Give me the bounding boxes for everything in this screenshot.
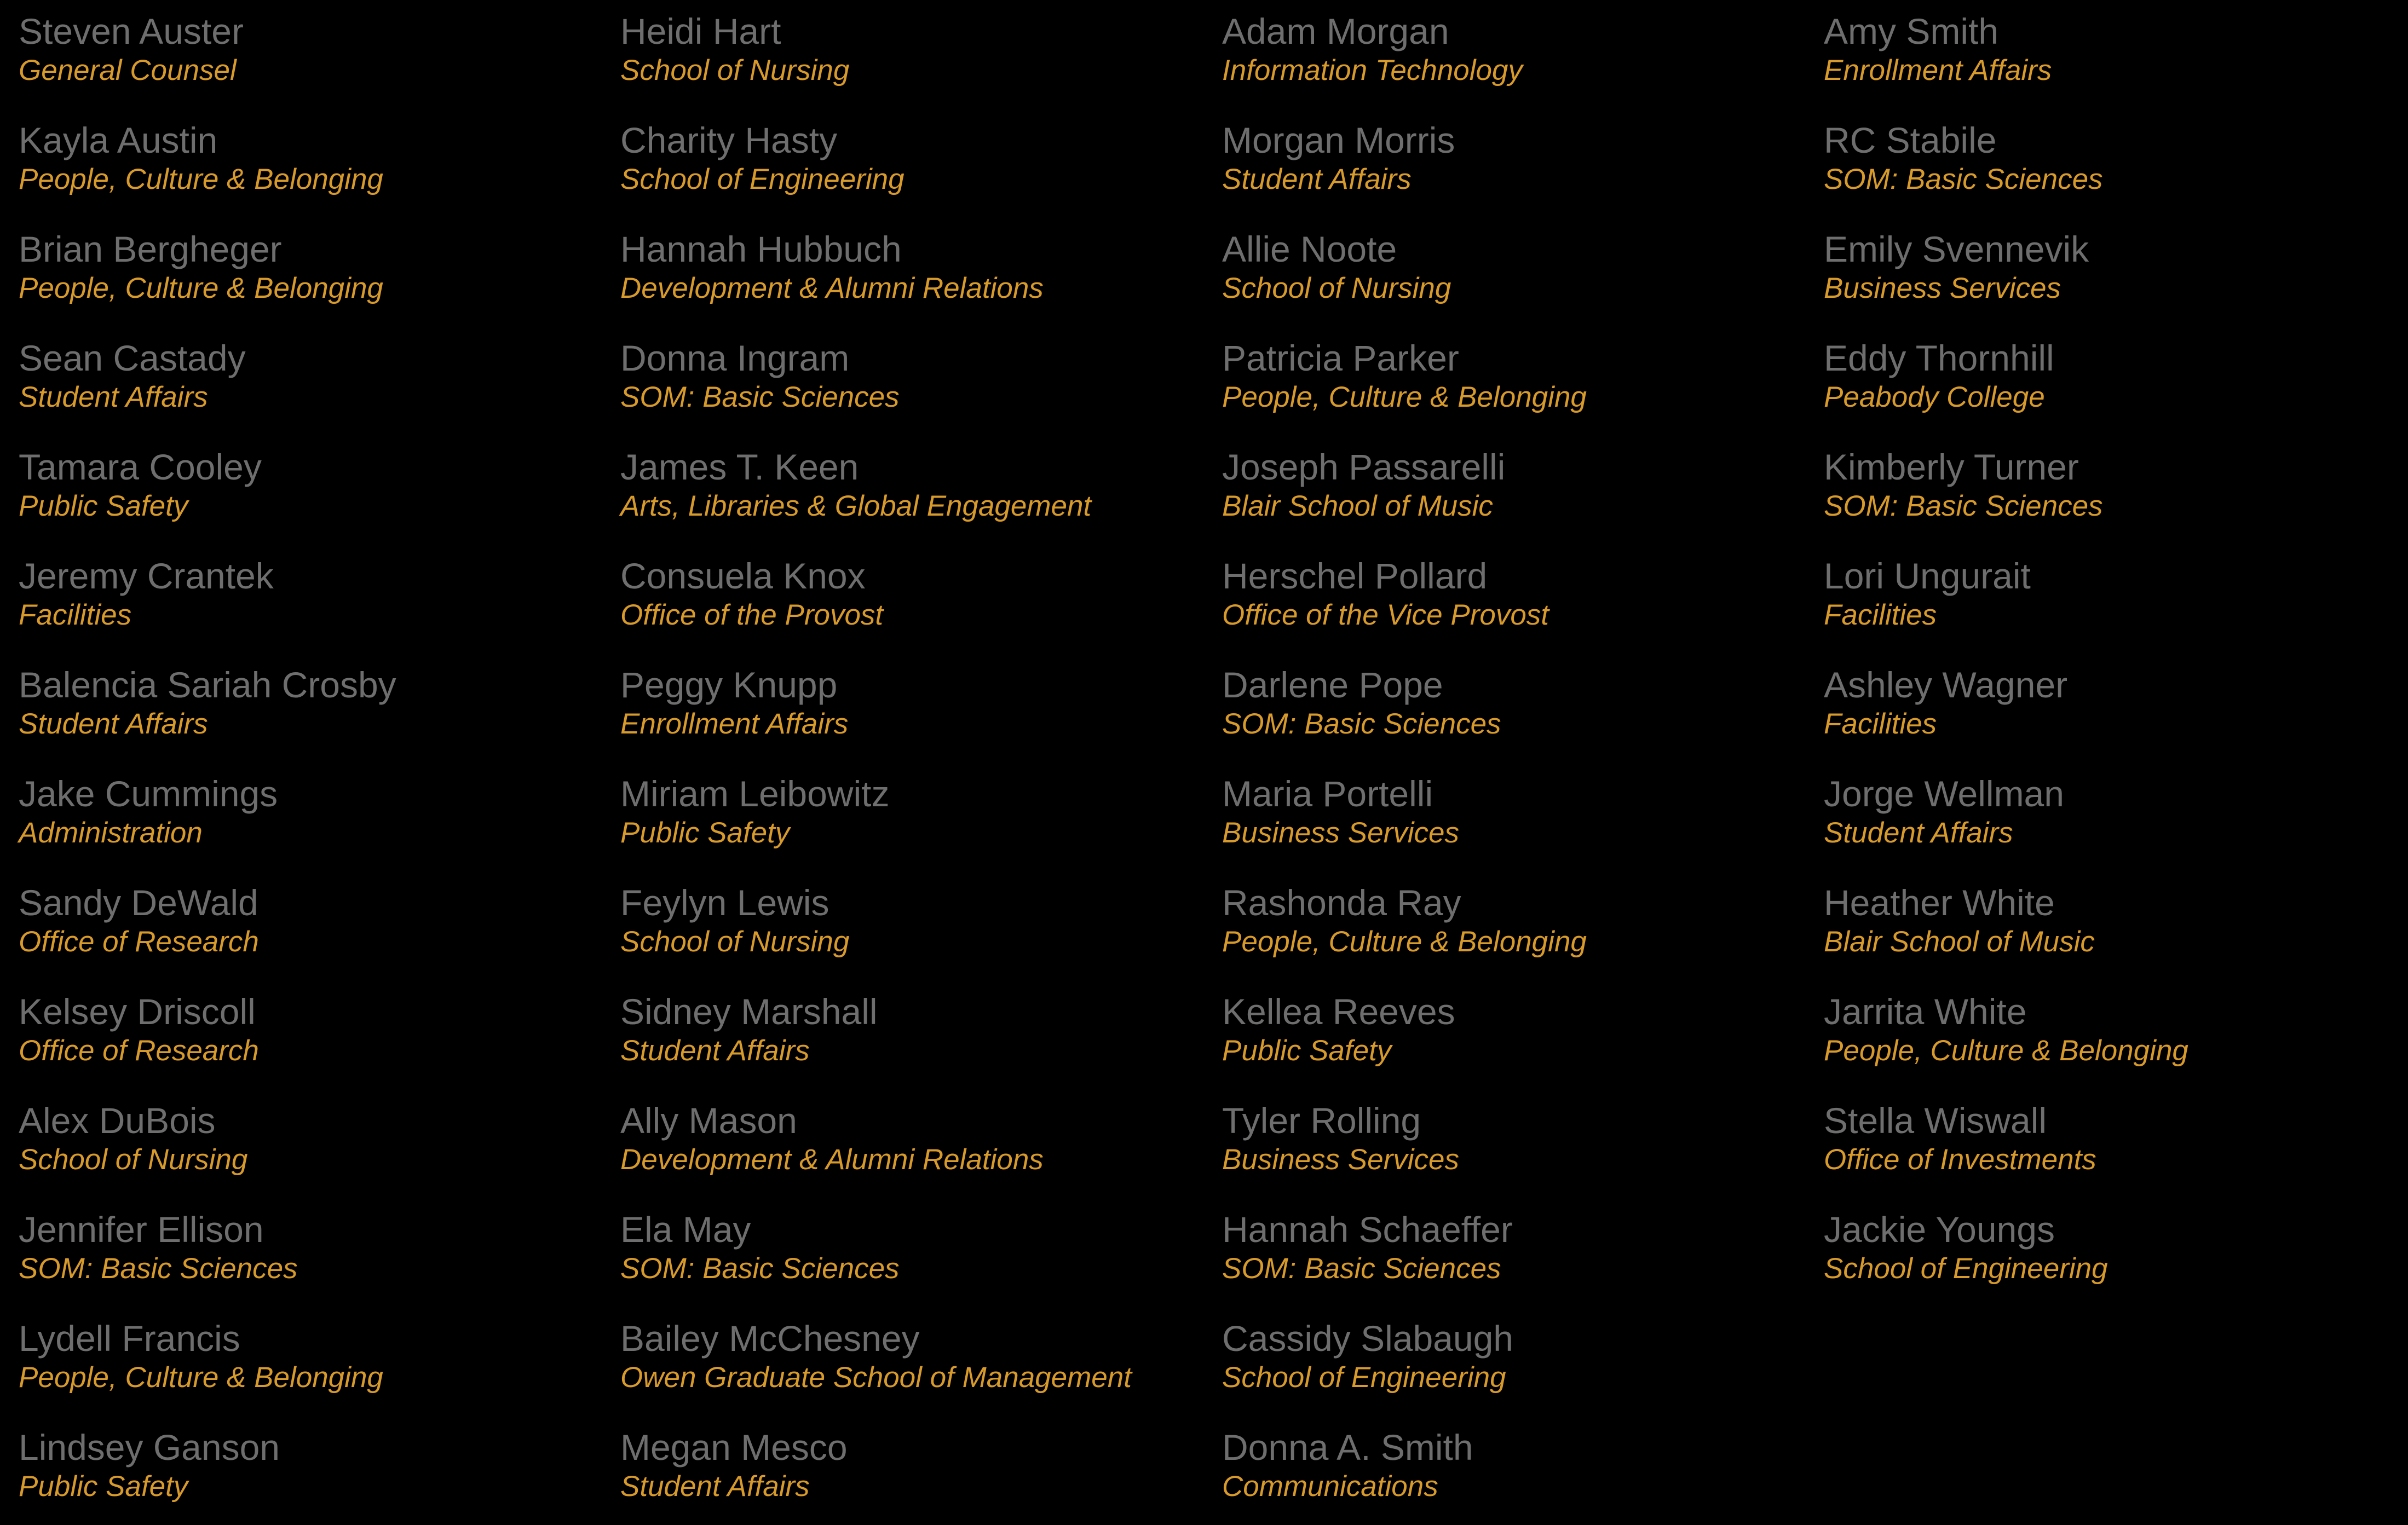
directory-entry xyxy=(19,446,620,554)
person-department: Business Services xyxy=(1222,1143,1460,1176)
directory-entry xyxy=(620,119,1222,228)
person-department: Information Technology xyxy=(1222,54,1523,86)
person-department: Public Safety xyxy=(19,490,188,522)
directory-entry xyxy=(620,1099,1222,1208)
person-name: Steven Auster xyxy=(19,11,244,51)
person-department: General Counsel xyxy=(19,54,237,86)
directory-entry xyxy=(19,1426,620,1525)
directory-entry xyxy=(620,1317,1222,1426)
person-name: Sandy DeWald xyxy=(19,882,258,923)
directory-column-4 xyxy=(1824,10,2408,1525)
person-department: Business Services xyxy=(1824,272,2061,304)
person-department: Student Affairs xyxy=(19,708,208,740)
person-department: School of Engineering xyxy=(1824,1252,2108,1285)
person-name: Heather White xyxy=(1824,882,2055,923)
directory-entry xyxy=(19,1099,620,1208)
person-name: Ashley Wagner xyxy=(1824,665,2068,705)
directory-entry xyxy=(1222,990,1824,1099)
person-department: People, Culture & Belonging xyxy=(19,1361,383,1394)
directory-entry xyxy=(1222,337,1824,446)
person-department: SOM: Basic Sciences xyxy=(1222,708,1501,740)
directory-entry xyxy=(19,119,620,228)
person-name: Peggy Knupp xyxy=(620,665,838,705)
directory-entry xyxy=(19,990,620,1099)
person-department: Arts, Libraries & Global Engagement xyxy=(620,490,1092,522)
directory-entry xyxy=(19,1208,620,1317)
person-department: School of Nursing xyxy=(620,54,850,86)
person-department: People, Culture & Belonging xyxy=(1222,381,1587,413)
person-name: Sean Castady xyxy=(19,338,246,378)
person-name: Brian Bergheger xyxy=(19,229,282,269)
person-name: Kelsey Driscoll xyxy=(19,991,256,1032)
person-name: Amy Smith xyxy=(1824,11,1999,51)
person-name: Stella Wiswall xyxy=(1824,1100,2047,1141)
person-name: Feylyn Lewis xyxy=(620,882,829,923)
directory-entry xyxy=(620,1208,1222,1317)
person-department: Student Affairs xyxy=(620,1035,810,1067)
directory-entry xyxy=(620,554,1222,663)
person-department: Business Services xyxy=(1222,817,1460,849)
person-name: Hannah Schaeffer xyxy=(1222,1209,1513,1250)
person-department: SOM: Basic Sciences xyxy=(1824,163,2103,195)
directory-entry xyxy=(1222,772,1824,881)
person-name: Heidi Hart xyxy=(620,11,781,51)
person-department: Enrollment Affairs xyxy=(620,708,849,740)
person-department: Office of Investments xyxy=(1824,1143,2096,1176)
person-department: School of Engineering xyxy=(620,163,905,195)
directory-entry xyxy=(1222,554,1824,663)
person-name: Cassidy Slabaugh xyxy=(1222,1318,1513,1359)
directory-entry xyxy=(1222,1099,1824,1208)
directory-entry xyxy=(1824,881,2408,990)
person-department: People, Culture & Belonging xyxy=(1824,1035,2188,1067)
directory-entry xyxy=(19,772,620,881)
person-name: Jorge Wellman xyxy=(1824,773,2064,814)
person-department: People, Culture & Belonging xyxy=(1222,926,1587,958)
person-department: Facilities xyxy=(1824,599,1937,631)
directory-column-1 xyxy=(19,10,620,1525)
directory-entry xyxy=(620,990,1222,1099)
directory-entry xyxy=(620,10,1222,119)
person-name: Maria Portelli xyxy=(1222,773,1433,814)
person-name: Eddy Thornhill xyxy=(1824,338,2054,378)
person-department: Development & Alumni Relations xyxy=(620,1143,1044,1176)
person-department: Peabody College xyxy=(1824,381,2045,413)
directory-column-3 xyxy=(1222,10,1824,1525)
directory-entry xyxy=(1824,990,2408,1099)
person-name: RC Stabile xyxy=(1824,120,1997,160)
person-department: People, Culture & Belonging xyxy=(19,272,383,304)
person-department: Student Affairs xyxy=(19,381,208,413)
directory-entry xyxy=(1824,1208,2408,1317)
person-name: Jarrita White xyxy=(1824,991,2027,1032)
directory-entry xyxy=(1222,228,1824,337)
person-department: SOM: Basic Sciences xyxy=(620,381,900,413)
directory-entry xyxy=(1222,10,1824,119)
directory-entry xyxy=(1222,446,1824,554)
person-department: Student Affairs xyxy=(1222,163,1412,195)
person-department: Facilities xyxy=(1824,708,1937,740)
person-department: Blair School of Music xyxy=(1824,926,2095,958)
directory-entry xyxy=(1824,663,2408,772)
directory-entry xyxy=(19,228,620,337)
directory-entry xyxy=(1824,446,2408,554)
person-name: James T. Keen xyxy=(620,447,859,487)
directory-entry xyxy=(1824,119,2408,228)
person-department: Student Affairs xyxy=(620,1470,810,1503)
person-name: Charity Hasty xyxy=(620,120,838,160)
person-name: Emily Svennevik xyxy=(1824,229,2089,269)
person-department: SOM: Basic Sciences xyxy=(1222,1252,1501,1285)
directory-entry xyxy=(1824,10,2408,119)
directory-entry xyxy=(1222,1208,1824,1317)
person-name: Ally Mason xyxy=(620,1100,797,1141)
directory-entry xyxy=(1222,1317,1824,1426)
person-name: Donna A. Smith xyxy=(1222,1427,1473,1468)
person-department: School of Nursing xyxy=(19,1143,248,1176)
person-department: Blair School of Music xyxy=(1222,490,1493,522)
directory-entry xyxy=(620,881,1222,990)
directory-entry xyxy=(620,337,1222,446)
directory-entry xyxy=(620,772,1222,881)
directory-entry xyxy=(19,554,620,663)
person-department: Enrollment Affairs xyxy=(1824,54,2052,86)
directory-entry xyxy=(1222,663,1824,772)
person-name: Sidney Marshall xyxy=(620,991,878,1032)
person-name: Donna Ingram xyxy=(620,338,850,378)
person-department: Owen Graduate School of Management xyxy=(620,1361,1132,1394)
directory-entry xyxy=(620,446,1222,554)
person-name: Miriam Leibowitz xyxy=(620,773,890,814)
person-name: Kimberly Turner xyxy=(1824,447,2079,487)
person-department: SOM: Basic Sciences xyxy=(1824,490,2103,522)
directory-entry xyxy=(19,881,620,990)
directory-column-2 xyxy=(620,10,1222,1525)
person-name: Jackie Youngs xyxy=(1824,1209,2055,1250)
directory-entry xyxy=(620,1426,1222,1525)
person-name: Alex DuBois xyxy=(19,1100,216,1141)
person-name: Joseph Passarelli xyxy=(1222,447,1506,487)
person-department: Office of Research xyxy=(19,1035,259,1067)
person-name: Consuela Knox xyxy=(620,556,866,596)
directory-entry xyxy=(620,663,1222,772)
person-department: Student Affairs xyxy=(1824,817,2013,849)
person-department: SOM: Basic Sciences xyxy=(620,1252,900,1285)
person-name: Lori Ungurait xyxy=(1824,556,2031,596)
person-name: Adam Morgan xyxy=(1222,11,1449,51)
person-name: Lindsey Ganson xyxy=(19,1427,280,1468)
directory-entry xyxy=(19,337,620,446)
person-name: Lydell Francis xyxy=(19,1318,240,1359)
directory-entry xyxy=(1824,772,2408,881)
person-name: Tamara Cooley xyxy=(19,447,262,487)
person-name: Jeremy Crantek xyxy=(19,556,274,596)
directory-entry xyxy=(1824,554,2408,663)
directory-entry xyxy=(19,10,620,119)
directory-entry xyxy=(1222,1426,1824,1525)
person-name: Kayla Austin xyxy=(19,120,218,160)
person-department: Administration xyxy=(19,817,203,849)
person-department: Public Safety xyxy=(1222,1035,1392,1067)
person-name: Jake Cummings xyxy=(19,773,278,814)
directory-entry xyxy=(1222,119,1824,228)
person-name: Jennifer Ellison xyxy=(19,1209,264,1250)
person-department: School of Nursing xyxy=(620,926,850,958)
person-department: School of Engineering xyxy=(1222,1361,1506,1394)
person-name: Kellea Reeves xyxy=(1222,991,1455,1032)
person-name: Patricia Parker xyxy=(1222,338,1459,378)
person-name: Allie Noote xyxy=(1222,229,1397,269)
person-name: Rashonda Ray xyxy=(1222,882,1461,923)
person-name: Bailey McChesney xyxy=(620,1318,920,1359)
person-department: Communications xyxy=(1222,1470,1438,1503)
person-department: Facilities xyxy=(19,599,132,631)
directory-entry xyxy=(620,228,1222,337)
person-department: Office of the Provost xyxy=(620,599,884,631)
person-name: Morgan Morris xyxy=(1222,120,1455,160)
person-department: Office of the Vice Provost xyxy=(1222,599,1549,631)
directory-entry xyxy=(1824,337,2408,446)
person-name: Tyler Rolling xyxy=(1222,1100,1421,1141)
person-department: Public Safety xyxy=(19,1470,188,1503)
directory-entry xyxy=(19,1317,620,1426)
person-department: Development & Alumni Relations xyxy=(620,272,1044,304)
person-department: SOM: Basic Sciences xyxy=(19,1252,298,1285)
directory-entry xyxy=(19,663,620,772)
person-name: Hannah Hubbuch xyxy=(620,229,902,269)
directory-entry xyxy=(1222,881,1824,990)
person-department: Public Safety xyxy=(620,817,790,849)
person-department: People, Culture & Belonging xyxy=(19,163,383,195)
person-name: Balencia Sariah Crosby xyxy=(19,665,396,705)
person-name: Ela May xyxy=(620,1209,751,1250)
directory-entry xyxy=(1824,228,2408,337)
person-department: Office of Research xyxy=(19,926,259,958)
person-name: Herschel Pollard xyxy=(1222,556,1488,596)
person-department: School of Nursing xyxy=(1222,272,1451,304)
person-name: Megan Mesco xyxy=(620,1427,848,1468)
directory-entry xyxy=(1824,1099,2408,1208)
person-name: Darlene Pope xyxy=(1222,665,1443,705)
